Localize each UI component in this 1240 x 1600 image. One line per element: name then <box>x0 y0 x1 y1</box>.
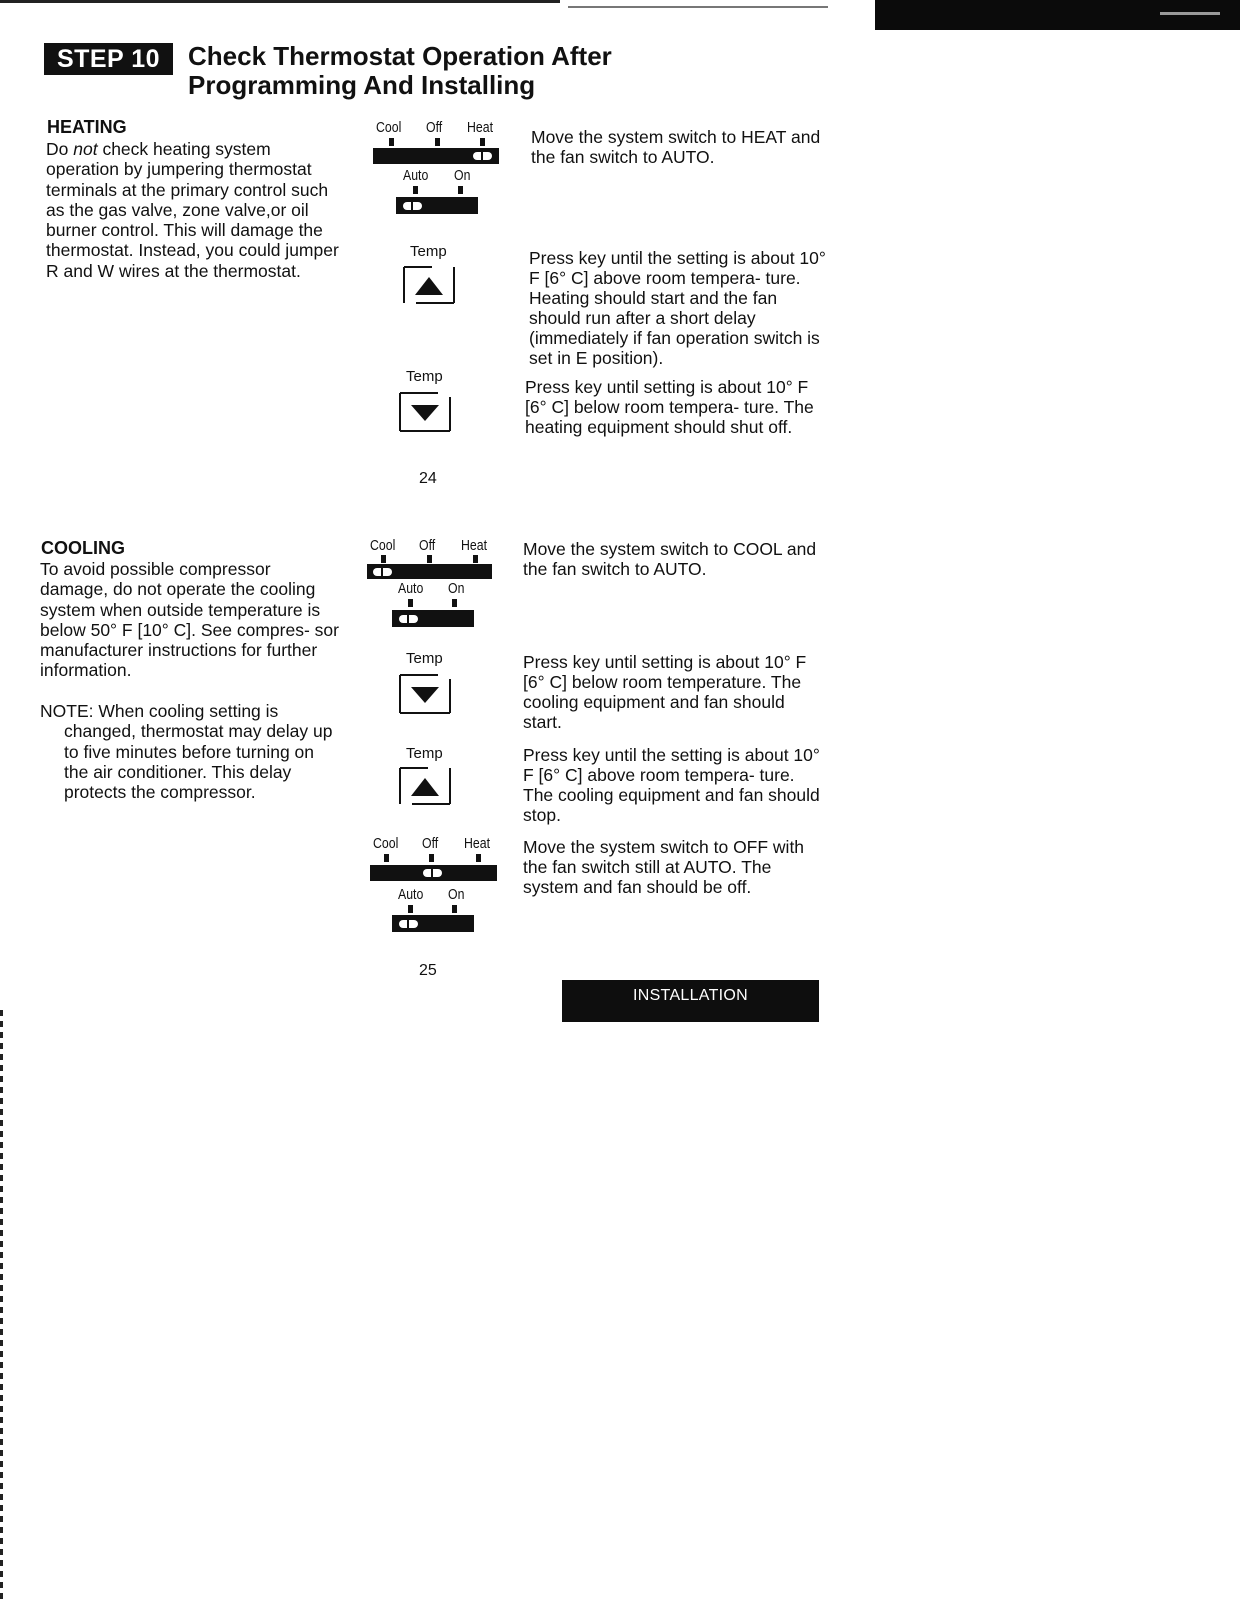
fan-switch-auto <box>392 581 476 629</box>
temp-down-key[interactable] <box>398 391 452 433</box>
switch-tick <box>435 138 440 146</box>
temp-down-key[interactable] <box>398 673 452 715</box>
switch-tick <box>476 854 481 862</box>
temp-label: Temp <box>406 368 443 385</box>
temp-up-key[interactable] <box>398 766 452 806</box>
switch-label-off: Off <box>419 537 436 554</box>
installation-section-tab: INSTALLATION <box>562 980 819 1022</box>
cooling-heading: COOLING <box>41 538 125 558</box>
fan-switch-bar[interactable] <box>396 197 478 214</box>
switch-label-cool: Cool <box>376 119 402 136</box>
switch-label-auto: Auto <box>398 580 424 597</box>
instruction-off-switch: Move the system switch to OFF with the fan switch still at AUTO. The system and fan should be off. <box>523 837 805 897</box>
instruction-cool-switch: Move the system switch to COOL and the fan switch to AUTO. <box>523 539 817 579</box>
system-switch-bar[interactable] <box>367 564 492 579</box>
switch-label-on: On <box>448 886 465 903</box>
instruction-cool-up: Press key until the setting is about 10° F [6° C] above room tempera- ture. The cooling equipment and fan should stop. <box>523 745 820 825</box>
switch-tick <box>427 555 432 563</box>
switch-label-heat: Heat <box>461 537 487 554</box>
scan-left-edge <box>0 1010 3 1600</box>
arrow-up-icon <box>411 778 439 796</box>
switch-label-heat: Heat <box>467 119 493 136</box>
cooling-note: NOTE: When cooling setting is changed, thermostat may delay up to five minutes before turning on the air conditioner. This delay protects the compressor. <box>40 701 333 803</box>
instruction-heat-down: Press key until setting is about 10° F [6° C] below room tempera- ture. The heating equipment should shut off. <box>525 377 814 437</box>
switch-label-off: Off <box>426 119 443 136</box>
temp-up-key[interactable] <box>402 265 456 305</box>
heating-body: check heating system operation by jumpering thermostat terminals at the primary control such as the gas valve, zone valve,or oil burner control. This will damage the thermostat. Instead, you could jumper R and W wires at the thermostat. <box>46 139 339 281</box>
scan-margin-mark <box>1160 12 1220 15</box>
heating-emphasis: not <box>73 139 98 159</box>
title-line-1: Check Thermostat Operation After <box>188 41 612 71</box>
system-switch-cool <box>367 538 495 578</box>
fan-switch-knob[interactable] <box>399 615 418 623</box>
page-number-left: 24 <box>419 470 437 487</box>
heating-text <box>46 139 341 281</box>
instruction-heat-up: Press key until the setting is about 10° F [6° C] above room tempera- ture. Heating should start and the fan should run after a short delay (immediately if fan operation switch is set in E position). <box>529 248 826 368</box>
cooling-text: To avoid possible compressor damage, do not operate the cooling system when outside temperature is below 50° F [10° C]. See compres- sor manufacturer instructions for further information. <box>40 559 339 681</box>
fan-switch-knob[interactable] <box>399 920 418 928</box>
switch-tick <box>452 599 457 607</box>
switch-label-auto: Auto <box>398 886 424 903</box>
switch-tick <box>452 905 457 913</box>
page-number-right: 25 <box>419 962 437 979</box>
scan-black-margin-bar <box>875 0 1240 30</box>
fan-switch-bar[interactable] <box>392 610 474 627</box>
temp-label: Temp <box>406 650 443 667</box>
scan-top-rule <box>0 0 560 3</box>
system-switch-off <box>370 836 500 880</box>
switch-tick <box>384 854 389 862</box>
system-switch-bar[interactable] <box>370 865 497 881</box>
step-badge: STEP 10 <box>44 43 173 75</box>
switch-tick <box>429 854 434 862</box>
switch-label-cool: Cool <box>373 835 399 852</box>
page-title <box>188 42 708 100</box>
arrow-up-icon <box>415 277 443 295</box>
system-switch-knob[interactable] <box>473 152 492 160</box>
arrow-down-icon <box>411 405 439 421</box>
switch-label-heat: Heat <box>464 835 490 852</box>
fan-switch-bar[interactable] <box>392 915 474 932</box>
switch-label-cool: Cool <box>370 537 396 554</box>
system-switch-knob[interactable] <box>373 568 392 576</box>
heating-intro-word: Do <box>46 139 69 159</box>
switch-label-auto: Auto <box>403 167 429 184</box>
switch-label-on: On <box>454 167 471 184</box>
temp-label: Temp <box>406 745 443 762</box>
switch-tick <box>389 138 394 146</box>
switch-tick <box>480 138 485 146</box>
system-switch-bar[interactable] <box>373 148 499 164</box>
switch-tick <box>473 555 478 563</box>
switch-tick <box>408 905 413 913</box>
switch-tick <box>381 555 386 563</box>
switch-tick <box>458 186 463 194</box>
title-line-2: Programming And Installing <box>188 70 536 100</box>
temp-label: Temp <box>410 243 447 260</box>
fan-switch-knob[interactable] <box>403 202 422 210</box>
switch-label-on: On <box>448 580 465 597</box>
instruction-cool-down: Press key until setting is about 10° F [6° C] below room temperature. The cooling equipment and fan should start. <box>523 652 807 732</box>
switch-label-off: Off <box>422 835 439 852</box>
arrow-down-icon <box>411 687 439 703</box>
fan-switch-auto <box>392 887 476 933</box>
fan-switch-auto <box>396 168 480 216</box>
scan-top-rule-secondary <box>568 6 828 8</box>
instruction-heat-switch: Move the system switch to HEAT and the fan switch to AUTO. <box>531 127 821 167</box>
switch-tick <box>408 599 413 607</box>
system-switch-heat <box>373 120 501 160</box>
system-switch-knob[interactable] <box>423 869 442 877</box>
switch-tick <box>413 186 418 194</box>
heating-heading: HEATING <box>47 117 127 137</box>
